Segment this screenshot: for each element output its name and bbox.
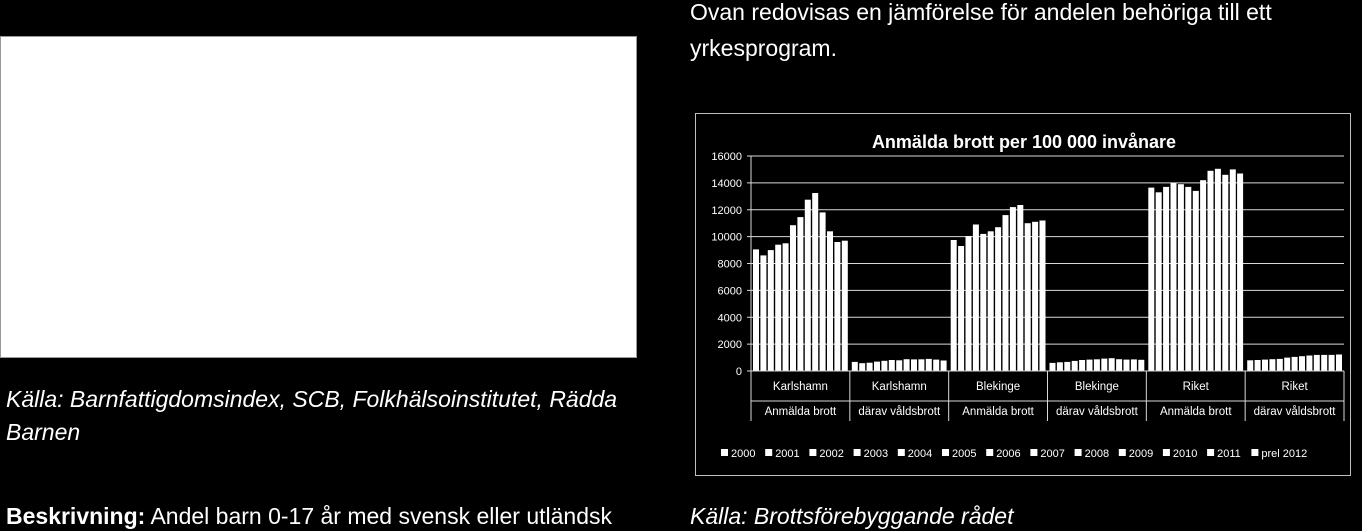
x-category-measure: Anmälda brott (1159, 406, 1232, 418)
x-category-region: Karlshamn (772, 381, 828, 393)
legend-label: 2004 (907, 448, 933, 460)
y-tick-label: 8000 (717, 258, 742, 271)
bar-2006 (1094, 359, 1100, 371)
bar-2000 (1247, 360, 1253, 371)
legend-swatch (1030, 449, 1037, 456)
bar-prel-2012 (1040, 221, 1046, 372)
bar-2010 (1025, 223, 1031, 371)
bar-2003 (973, 225, 979, 372)
bar-2007 (1299, 356, 1305, 371)
bar-2006 (797, 217, 803, 371)
bar-2004 (1079, 360, 1085, 371)
bar-2011 (1329, 355, 1335, 371)
y-tick-label: 2000 (717, 339, 742, 352)
bar-2000 (852, 362, 858, 371)
y-tick-label: 10000 (711, 231, 742, 244)
bar-2001 (1156, 192, 1162, 371)
blank-image-panel (0, 36, 637, 358)
bar-2000 (753, 249, 759, 371)
bar-2002 (1163, 187, 1169, 371)
crime-chart (695, 113, 1351, 476)
bar-2005 (1185, 187, 1191, 371)
legend-label: 2010 (1172, 448, 1198, 460)
bar-2011 (1032, 222, 1038, 371)
legend-swatch (809, 449, 816, 456)
bar-2007 (1200, 180, 1206, 371)
legend-label: 2006 (996, 448, 1021, 460)
x-category-region: Blekinge (976, 381, 1021, 393)
bar-2005 (889, 360, 895, 371)
bar-2008 (1010, 207, 1016, 371)
bar-2005 (790, 225, 796, 371)
bar-prel-2012 (1138, 360, 1144, 371)
bar-2002 (1064, 362, 1070, 371)
legend-swatch (1075, 449, 1082, 456)
legend-label: 2005 (952, 448, 977, 460)
chart-svg (696, 114, 1352, 477)
bar-2008 (1306, 356, 1312, 372)
y-tick-label: 14000 (711, 177, 742, 190)
right-source-caption: Källa: Brottsförebyggande rådet (690, 503, 1014, 529)
x-axis (751, 371, 1344, 421)
bar-2004 (980, 234, 986, 371)
bar-2003 (874, 362, 880, 371)
bar-2005 (1284, 358, 1290, 371)
bar-2008 (1109, 358, 1115, 371)
legend-label: 2008 (1084, 448, 1110, 460)
bar-2010 (926, 359, 932, 371)
bar-2001 (760, 255, 766, 371)
bar-2009 (1314, 355, 1320, 371)
intro-paragraph: Ovan redovisas en jämförelse för andelen behöriga till ett yrkesprogram. (690, 0, 1272, 61)
legend-swatch (1163, 449, 1170, 456)
y-tick-label: 12000 (711, 204, 742, 217)
bar-2004 (1178, 184, 1184, 371)
bars-group (753, 169, 1342, 371)
bar-prel-2012 (941, 361, 947, 372)
x-category-region: Riket (1182, 381, 1209, 393)
description-label: Beskrivning: (6, 503, 146, 529)
bar-2002 (966, 236, 972, 371)
y-tick-label: 16000 (711, 151, 742, 163)
bar-2008 (812, 193, 818, 371)
x-category-region: Riket (1281, 381, 1308, 393)
legend-swatch (1119, 449, 1126, 456)
legend-label: prel 2012 (1261, 448, 1308, 460)
bar-2003 (1269, 359, 1275, 371)
bar-2010 (1124, 360, 1130, 371)
bar-2005 (988, 231, 994, 371)
bar-2007 (1101, 359, 1107, 371)
legend-swatch (721, 449, 728, 456)
legend-label: 2002 (819, 448, 844, 460)
legend-swatch (898, 449, 905, 456)
bar-2001 (1057, 362, 1063, 371)
bar-2011 (1131, 359, 1137, 371)
legend-label: 2009 (1128, 448, 1154, 460)
bar-prel-2012 (1237, 174, 1243, 372)
legend-label: 2003 (863, 448, 889, 460)
bar-2011 (1230, 169, 1236, 371)
legend-label: 2001 (775, 448, 800, 460)
bar-2004 (1277, 359, 1283, 371)
bar-2006 (1193, 191, 1199, 371)
bar-2009 (1215, 169, 1221, 371)
bar-2002 (867, 363, 873, 371)
bar-2003 (1171, 183, 1177, 371)
bar-2003 (1072, 361, 1078, 371)
legend-swatch (854, 449, 861, 456)
bar-2004 (881, 361, 887, 371)
bar-2002 (768, 250, 774, 371)
bar-2010 (1321, 355, 1327, 371)
bar-2011 (834, 242, 840, 371)
chart-title: Anmälda brott per 100 000 invånare (871, 132, 1177, 152)
legend-swatch (765, 449, 772, 456)
bar-2006 (995, 227, 1001, 371)
bar-2007 (805, 200, 811, 371)
bar-2001 (1255, 360, 1261, 371)
bar-2006 (1292, 357, 1298, 371)
bar-2005 (1087, 360, 1093, 371)
x-category-measure: Anmälda brott (764, 406, 837, 418)
x-category-measure: därav våldsbrott (1253, 406, 1336, 418)
bar-2000 (951, 240, 957, 371)
bar-2009 (1017, 205, 1023, 371)
legend-label: 2007 (1040, 448, 1065, 460)
left-source-caption: Källa: Barnfattigdomsindex, SCB, Folkhälsoinstitutet, Rädda Barnen (6, 386, 618, 445)
bar-2009 (820, 212, 826, 371)
legend-swatch (1207, 449, 1214, 456)
bar-2003 (775, 245, 781, 371)
x-category-measure: Anmälda brott (962, 406, 1034, 418)
bar-2004 (783, 243, 789, 371)
bar-2002 (1262, 360, 1268, 371)
legend-label: 2011 (1217, 448, 1241, 460)
bar-2009 (918, 359, 924, 371)
bar-2009 (1116, 359, 1122, 371)
bar-2007 (1003, 215, 1009, 371)
x-category-region: Blekinge (1074, 381, 1119, 393)
y-tick-label: 4000 (717, 312, 742, 325)
legend-swatch (1251, 449, 1258, 456)
legend-swatch (942, 449, 949, 456)
y-tick-label: 6000 (717, 285, 742, 298)
bar-2006 (896, 360, 902, 371)
bar-2001 (859, 363, 865, 371)
description-text: Andel barn 0-17 år med svensk eller utländsk (150, 503, 612, 529)
bar-2008 (1208, 171, 1214, 371)
bar-2007 (904, 359, 910, 371)
description-line (6, 503, 612, 530)
bar-2010 (827, 231, 833, 371)
bar-2001 (958, 246, 964, 371)
bar-prel-2012 (1336, 355, 1342, 372)
x-category-measure: därav våldsbrott (1056, 406, 1138, 418)
legend-swatch (986, 449, 993, 456)
bar-2008 (911, 359, 917, 371)
bar-prel-2012 (842, 241, 848, 371)
y-tick-label: 0 (735, 366, 742, 378)
bar-2010 (1222, 175, 1228, 371)
legend (721, 448, 1307, 460)
x-category-measure: därav våldsbrott (858, 406, 941, 418)
bar-2000 (1050, 363, 1056, 371)
legend-label: 2000 (731, 448, 756, 460)
bar-2000 (1148, 188, 1154, 371)
x-category-region: Karlshamn (871, 381, 927, 393)
bar-2011 (933, 360, 939, 371)
